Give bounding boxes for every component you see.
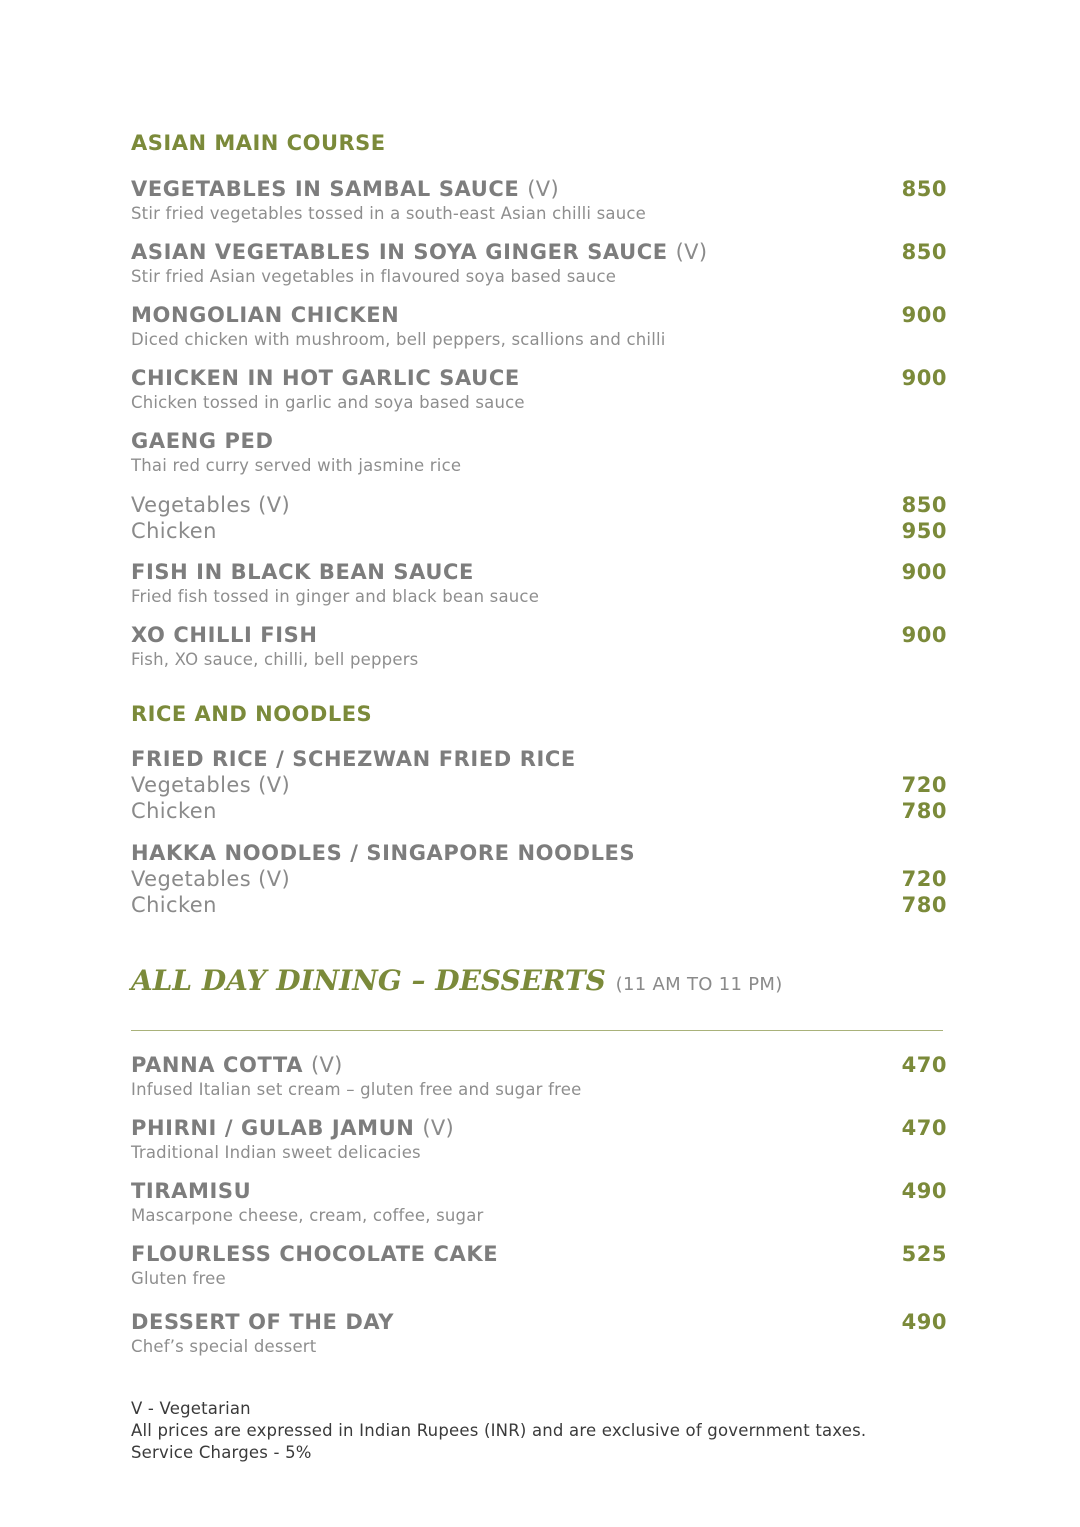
item-price: 900 xyxy=(901,623,947,647)
item-name: GAENG PED xyxy=(131,429,274,453)
item-price: 470 xyxy=(901,1116,947,1140)
item-name: FRIED RICE / SCHEZWAN FRIED RICE xyxy=(131,747,576,771)
variant-price: 780 xyxy=(901,893,947,917)
item-description: Chicken tossed in garlic and soya based sauce xyxy=(131,393,525,412)
veg-marker: (V) xyxy=(527,177,559,201)
section-title-asian: ASIAN MAIN COURSE xyxy=(131,131,386,155)
variant-row xyxy=(131,492,947,518)
footer-notes xyxy=(131,1398,866,1464)
item-price: 490 xyxy=(901,1179,947,1203)
variant-price: 780 xyxy=(901,799,947,823)
menu-item xyxy=(131,176,947,226)
desserts-heading xyxy=(131,964,783,997)
item-name: FISH IN BLACK BEAN SAUCE xyxy=(131,560,474,584)
item-description: Thai red curry served with jasmine rice xyxy=(131,456,462,475)
variant-price: 850 xyxy=(901,493,947,517)
veg-marker: (V) xyxy=(422,1116,455,1140)
item-description: Fish, XO sauce, chilli, bell peppers xyxy=(131,650,419,669)
variant-label: Vegetables (V) xyxy=(131,493,291,517)
heading-main: ALL DAY DINING xyxy=(131,964,402,997)
item-price: 470 xyxy=(901,1053,947,1077)
menu-item xyxy=(131,840,947,866)
item-description: Stir fried Asian vegetables in flavoured soya based sauce xyxy=(131,267,617,286)
item-name: FLOURLESS CHOCOLATE CAKE xyxy=(131,1242,499,1266)
variant-row xyxy=(131,798,947,824)
menu-item xyxy=(131,1309,947,1359)
veg-legend: V - Vegetarian xyxy=(131,1399,251,1418)
item-price: 900 xyxy=(901,560,947,584)
menu-item xyxy=(131,239,947,289)
variant-label: Chicken xyxy=(131,893,217,917)
item-name: MONGOLIAN CHICKEN xyxy=(131,303,400,327)
menu-item xyxy=(131,1241,947,1291)
item-description: Chef’s special dessert xyxy=(131,1337,317,1356)
variant-label: Vegetables (V) xyxy=(131,867,291,891)
variant-row xyxy=(131,772,947,798)
item-name: VEGETABLES IN SAMBAL SAUCE xyxy=(131,177,520,201)
variant-price: 720 xyxy=(901,867,947,891)
veg-marker: (V) xyxy=(310,1053,343,1077)
veg-marker: (V) xyxy=(675,240,708,264)
variant-price: 950 xyxy=(901,519,947,543)
item-description: Mascarpone cheese, cream, coffee, sugar xyxy=(131,1206,484,1225)
menu-item xyxy=(131,1052,947,1102)
menu-item xyxy=(131,428,947,478)
item-description: Diced chicken with mushroom, bell peppers, scallions and chilli xyxy=(131,330,666,349)
item-price: 525 xyxy=(901,1242,947,1266)
heading-dash: – xyxy=(411,964,426,997)
item-name: CHICKEN IN HOT GARLIC SAUCE xyxy=(131,366,520,390)
variant-label: Chicken xyxy=(131,519,217,543)
menu-item xyxy=(131,559,947,609)
item-name: TIRAMISU xyxy=(131,1179,252,1203)
menu-item xyxy=(131,1178,947,1228)
variant-label: Vegetables (V) xyxy=(131,773,291,797)
variant-row xyxy=(131,892,947,918)
item-description: Stir fried vegetables tossed in a south-east Asian chilli sauce xyxy=(131,204,647,223)
variant-label: Chicken xyxy=(131,799,217,823)
menu-item xyxy=(131,365,947,415)
item-name: HAKKA NOODLES / SINGAPORE NOODLES xyxy=(131,841,636,865)
variant-row xyxy=(131,866,947,892)
item-price: 850 xyxy=(901,177,947,201)
divider xyxy=(131,1030,943,1031)
menu-item xyxy=(131,1115,947,1165)
item-price: 900 xyxy=(901,366,947,390)
item-description: Traditional Indian sweet delicacies xyxy=(131,1143,421,1162)
menu-item xyxy=(131,622,947,672)
item-name: PHIRNI / GULAB JAMUN xyxy=(131,1116,415,1140)
service-charge-note: Service Charges - 5% xyxy=(131,1443,312,1462)
variant-price: 720 xyxy=(901,773,947,797)
heading-hours: (11 AM TO 11 PM) xyxy=(615,974,783,995)
item-price: 850 xyxy=(901,240,947,264)
item-name: PANNA COTTA xyxy=(131,1053,304,1077)
heading-sub: DESSERTS xyxy=(435,964,606,997)
menu-item xyxy=(131,746,947,772)
item-description: Infused Italian set cream – gluten free and sugar free xyxy=(131,1080,582,1099)
item-description: Fried fish tossed in ginger and black bean sauce xyxy=(131,587,540,606)
variant-row xyxy=(131,518,947,544)
item-description: Gluten free xyxy=(131,1269,226,1288)
item-price: 490 xyxy=(901,1310,947,1334)
item-price: 900 xyxy=(901,303,947,327)
item-name: ASIAN VEGETABLES IN SOYA GINGER SAUCE xyxy=(131,240,668,264)
item-name: DESSERT OF THE DAY xyxy=(131,1310,395,1334)
section-title-rice: RICE AND NOODLES xyxy=(131,702,373,726)
menu-item xyxy=(131,302,947,352)
item-name: XO CHILLI FISH xyxy=(131,623,318,647)
price-note: All prices are expressed in Indian Rupees (INR) and are exclusive of government taxes. xyxy=(131,1421,867,1440)
